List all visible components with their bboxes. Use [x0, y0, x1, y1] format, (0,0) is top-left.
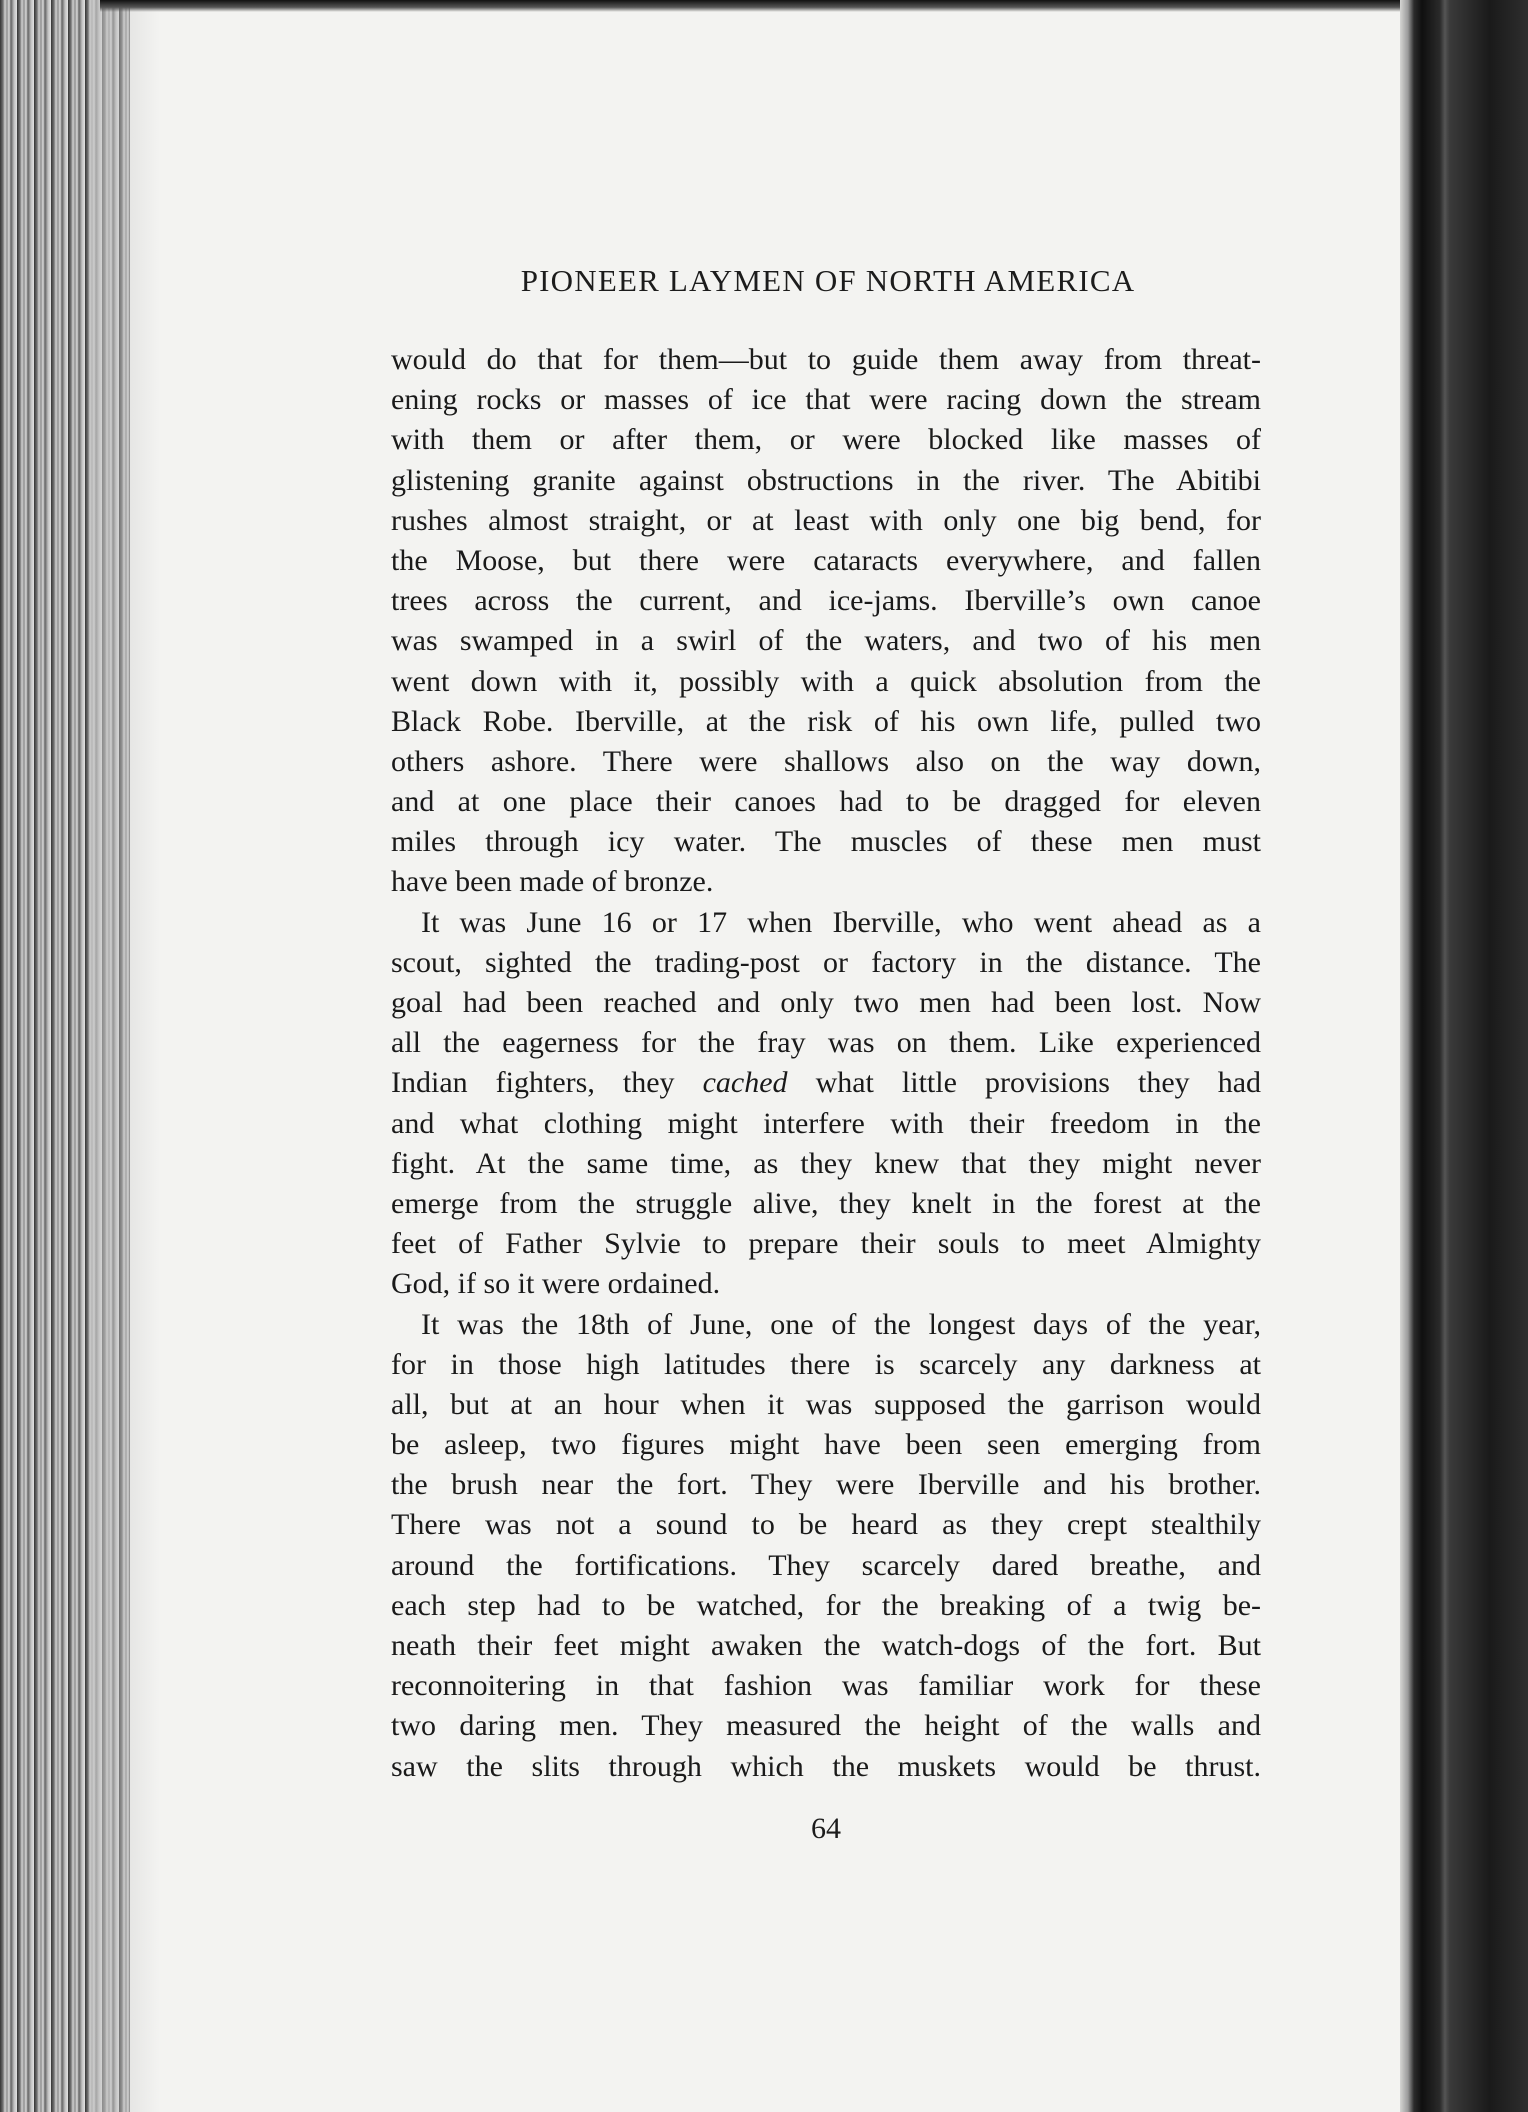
text-line: two daring men. They measured the height of the walls and — [391, 1709, 1261, 1743]
text-line: neath their feet might awaken the watch-dogs of the fort. But — [391, 1629, 1261, 1662]
paragraph-end-line: God, if so it were ordained. — [391, 1267, 721, 1301]
text-line: emerge from the struggle alive, they knelt in the forest at the — [391, 1186, 1261, 1220]
right-edge-highlight — [1440, 0, 1450, 2112]
text-line: glistening granite against obstructions in the river. The Abitibi — [391, 463, 1261, 497]
text-line: was swamped in a swirl of the waters, and two of his men — [391, 624, 1261, 658]
gutter-shadow — [90, 0, 160, 2112]
text-line: goal had been reached and only two men had been lost. Now — [391, 986, 1261, 1019]
body-text — [391, 340, 1261, 1787]
text-line: each step had to be watched, for the breaking of a twig be- — [391, 1588, 1261, 1622]
running-head: PIONEER LAYMEN OF NORTH AMERICA — [520, 263, 1136, 298]
text-line: feet of Father Sylvie to prepare their souls to meet Almighty — [391, 1227, 1261, 1261]
text-line: rushes almost straight, or at least with only one big bend, for — [391, 503, 1261, 537]
italic-word: cached — [702, 1066, 788, 1100]
top-page-edge — [100, 0, 1410, 12]
text-line: went down with it, possibly with a quick absolution from the — [391, 664, 1261, 698]
text-line: miles through icy water. The muscles of these men must — [391, 825, 1261, 859]
text-line: the brush near the fort. They were Iberville and his brother. — [391, 1468, 1261, 1502]
text-line-with-italic — [391, 1063, 1261, 1103]
text-line: scout, sighted the trading-post or factory in the distance. The — [391, 945, 1261, 979]
text-line: with them or after them, or were blocked like masses of — [391, 423, 1261, 457]
text-line: and at one place their canoes had to be dragged for eleven — [391, 785, 1261, 819]
text-segment: Indian fighters, they — [391, 1066, 675, 1100]
paragraph-start-line: It was the 18th of June, one of the longest days of the year, — [421, 1307, 1261, 1341]
page-number: 64 — [811, 1812, 841, 1845]
text-line: the Moose, but there were cataracts everywhere, and fallen — [391, 543, 1261, 577]
text-line: be asleep, two figures might have been seen emerging from — [391, 1428, 1261, 1462]
text-line: all the eagerness for the fray was on them. Like experienced — [391, 1026, 1261, 1060]
text-line: reconnoitering in that fashion was familiar work for these — [391, 1669, 1261, 1703]
paragraph-end-line: have been made of bronze. — [391, 865, 714, 899]
text-line: Black Robe. Iberville, at the risk of his own life, pulled two — [391, 704, 1261, 738]
text-line: trees across the current, and ice-jams. Iberville’s own canoe — [391, 584, 1261, 618]
text-line: around the fortifications. They scarcely dared breathe, and — [391, 1548, 1261, 1582]
text-line: There was not a sound to be heard as they crept stealthily — [391, 1508, 1261, 1542]
text-line: would do that for them—but to guide them away from threat- — [391, 343, 1261, 376]
text-segment: what little provisions they had — [815, 1066, 1262, 1100]
text-line: ening rocks or masses of ice that were racing down the stream — [391, 383, 1261, 417]
right-book-edge — [1400, 0, 1528, 2112]
text-line: all, but at an hour when it was supposed the garrison would — [391, 1387, 1261, 1421]
text-line: saw the slits through which the muskets would be thrust. — [391, 1749, 1261, 1783]
text-line: for in those high latitudes there is scarcely any darkness at — [391, 1347, 1261, 1381]
text-line: fight. At the same time, as they knew that they might never — [391, 1146, 1261, 1180]
paragraph-start-line: It was June 16 or 17 when Iberville, who went ahead as a — [421, 905, 1261, 939]
text-line: and what clothing might interfere with their freedom in the — [391, 1106, 1261, 1140]
text-line: others ashore. There were shallows also on the way down, — [391, 744, 1261, 778]
